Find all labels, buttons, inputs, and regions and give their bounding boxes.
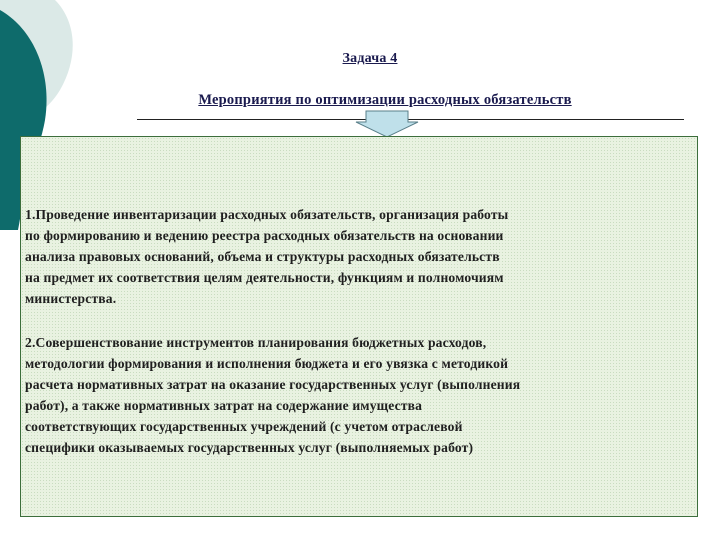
paragraph-2 [25, 332, 685, 458]
paragraph-1 [25, 204, 685, 309]
paragraph-1-line: 1.Проведение инвентаризации расходных обязательств, организация работы [25, 207, 509, 222]
paragraph-2-line: методологии формирования и исполнения бюджета и его увязка с методикой [25, 356, 509, 371]
content-box [20, 136, 698, 517]
paragraph-1-line: по формированию и ведению реестра расходных обязательств на основании [25, 228, 504, 243]
subtitle: Мероприятия по оптимизации расходных обязательств [198, 92, 572, 108]
paragraph-2-line: специфики оказываемых государственных услуг (выполняемых работ) [25, 440, 474, 455]
paragraph-2-line: 2.Совершенствование инструментов планирования бюджетных расходов, [25, 335, 487, 350]
paragraph-2-line: расчета нормативных затрат на оказание государственных услуг (выполнения [25, 377, 521, 392]
paragraph-1-line: министерства. [25, 291, 117, 306]
paragraph-1-line: анализа правовых оснований, объема и структуры расходных обязательств [25, 249, 500, 264]
paragraph-2-line: соответствующих государственных учреждений (с учетом отраслевой [25, 419, 463, 434]
down-arrow-icon [352, 110, 422, 138]
task-title: Задача 4 [342, 51, 398, 66]
paragraph-2-line: работ), а также нормативных затрат на содержание имущества [25, 398, 423, 413]
paragraph-1-line: на предмет их соответствия целям деятельности, функциям и полномочиям [25, 270, 504, 285]
